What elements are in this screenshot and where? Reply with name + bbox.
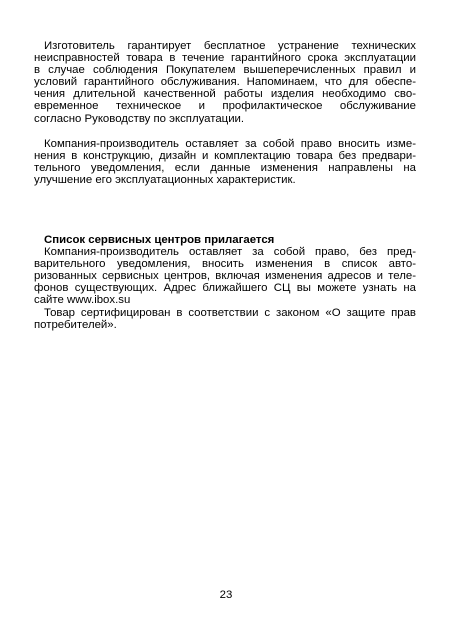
- warranty-line-3: в случае соблюдения Покупателем вышеперечисленных правил и: [34, 64, 416, 77]
- design-line-1: Компания-производитель оставляет за собой право вносить изме-: [44, 138, 416, 150]
- service-line-1: Компания-производитель оставляет за собой право, без пред-: [44, 246, 416, 259]
- service-line-4: фонов существующих. Адрес ближайшего СЦ вы можете узнать на: [34, 282, 416, 295]
- warranty-line-2: неисправностей товара в течение гарантийного срока эксплуатации: [34, 52, 416, 65]
- service-line-2: варительного уведомления, вносить изменения в список авто-: [34, 258, 416, 271]
- service-line-5: сайте www.ibox.su: [34, 294, 131, 307]
- warranty-line-7: согласно Руководству по эксплуатации.: [34, 112, 245, 125]
- warranty-line-4: условий гарантийного обслуживания. Напоминаем, что для обеспе-: [34, 76, 416, 89]
- page-number: 23: [219, 589, 233, 601]
- warranty-line-1: Изготовитель гарантирует бесплатное устранение технических: [44, 40, 416, 52]
- service-line-3: ризованных сервисных центров, включая изменения адресов и теле-: [34, 270, 416, 283]
- warranty-line-6: евременное техническое и профилактическое обслуживание: [34, 100, 416, 113]
- warranty-paragraph: [34, 40, 416, 125]
- service-centers-heading: Список сервисных центров прилагается: [44, 234, 275, 246]
- certification-line-1: Товар сертифицирован в соответствии с законом «О защите прав: [44, 306, 416, 319]
- design-line-4: улучшение его эксплуатационных характеристик.: [34, 174, 296, 187]
- design-line-3: тельного уведомления, если данные изменения направлены на: [34, 162, 416, 175]
- warranty-line-5: чения длительной качественной работы изделия необходимо сво-: [34, 88, 416, 101]
- certification-line-2: потребителей».: [34, 318, 117, 331]
- design-changes-paragraph: [34, 138, 416, 186]
- service-centers-section: [34, 234, 416, 331]
- design-line-2: нения в конструкцию, дизайн и комплектацию товара без предвари-: [34, 150, 416, 163]
